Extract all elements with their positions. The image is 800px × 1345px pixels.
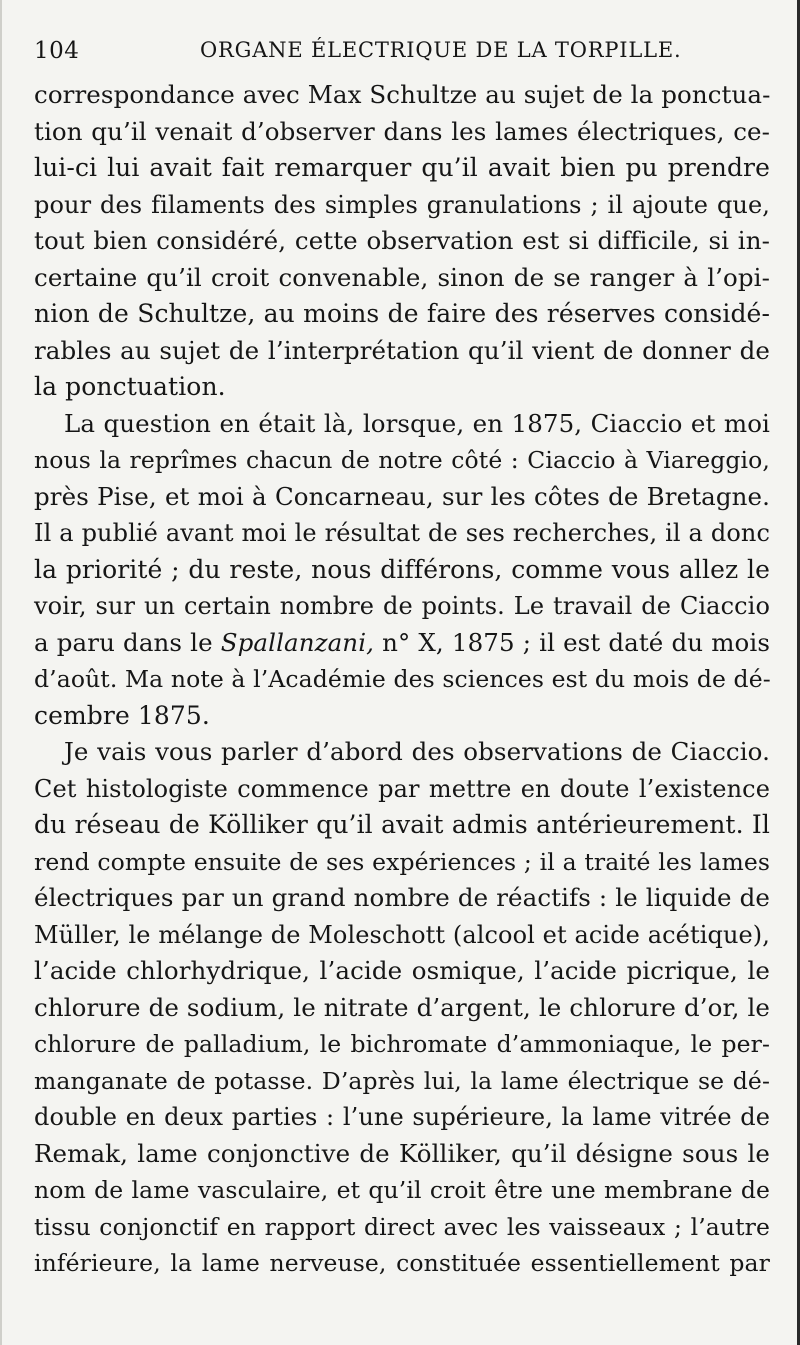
text-line: la priorité ; du reste, nous différons, comme vous allez le [34,554,770,584]
text-line: rend compte ensuite de ses expériences ; il a traité les lames [34,847,770,876]
body-text [34,77,770,1282]
page-number: 104 [34,38,80,64]
text-line: nous la reprîmes chacun de notre côté : Ciaccio à Viareggio, [34,446,770,474]
text-line: Il a publié avant moi le résultat de ses recherches, il a donc [34,519,770,547]
text-line: Cet histologiste commence par mettre en doute l’existence [34,774,770,803]
text-line: chlorure de sodium, le nitrate d’argent, le chlorure d’or, le [34,992,770,1022]
text-line: correspondance avec Max Schultze au sujet de la ponctua- [34,80,771,109]
text-line: tout bien considéré, cette observation est si difficile, si in- [34,226,770,255]
text-line: voir, sur un certain nombre de points. Le travail de Ciaccio [34,592,770,620]
text-line: certaine qu’il croit convenable, sinon de se ranger à l’opi- [34,262,770,292]
text-line: Remak, lame conjonctive de Kölliker, qu’il désigne sous le [34,1138,770,1168]
text-line: rables au sujet de l’interprétation qu’il vient de donner de [34,335,770,365]
italic-title: Spallanzani, [220,627,375,657]
text-line: La question en était là, lorsque, en 1875, Ciaccio et moi [64,408,770,438]
text-line: cembre 1875. [34,700,210,730]
text-line: près Pise, et moi à Concarneau, sur les côtes de Bretagne. [34,481,770,511]
running-header [34,38,769,68]
text-line: manganate de potasse. D’après lui, la lame électrique se dé- [34,1066,770,1095]
running-title: ORGANE ÉLECTRIQUE DE LA TORPILLE. [200,38,682,62]
page-edge-left [0,0,2,1345]
text-line: d’août. Ma note à l’Académie des sciences est du mois de dé- [34,665,771,693]
text-line [34,625,770,662]
text-line: chlorure de palladium, le bichromate d’ammoniaque, le per- [34,1030,770,1058]
text-line: Müller, le mélange de Moleschott (alcool et acide acétique), [34,920,770,949]
text-segment: n° X, 1875 ; il est daté du mois [374,627,771,657]
text-line: lui-ci lui avait fait remarquer qu’il avait bien pu prendre [34,153,770,182]
text-line: tion qu’il venait d’observer dans les lames électriques, ce- [34,116,770,146]
text-line: Je vais vous parler d’abord des observations de Ciaccio. [64,737,770,766]
text-segment: a paru dans le [34,627,221,657]
text-line: pour des filaments des simples granulations ; il ajoute que, [34,190,770,219]
text-line: du réseau de Kölliker qu’il avait admis antérieurement. Il [34,810,770,839]
text-line: nion de Schultze, au moins de faire des réserves considé- [34,299,770,328]
text-line: la ponctuation. [34,372,226,401]
text-line: nom de lame vasculaire, et qu’il croit être une membrane de [34,1176,770,1204]
text-line: inférieure, la lame nerveuse, constituée essentiellement par [34,1249,770,1277]
text-line: l’acide chlorhydrique, l’acide osmique, l’acide picrique, le [34,956,770,985]
text-line: tissu conjonctif en rapport direct avec les vaisseaux ; l’autre [34,1212,770,1241]
text-line: double en deux parties : l’une supérieure, la lame vitrée de [34,1103,770,1131]
text-line: électriques par un grand nombre de réactifs : le liquide de [34,883,770,912]
